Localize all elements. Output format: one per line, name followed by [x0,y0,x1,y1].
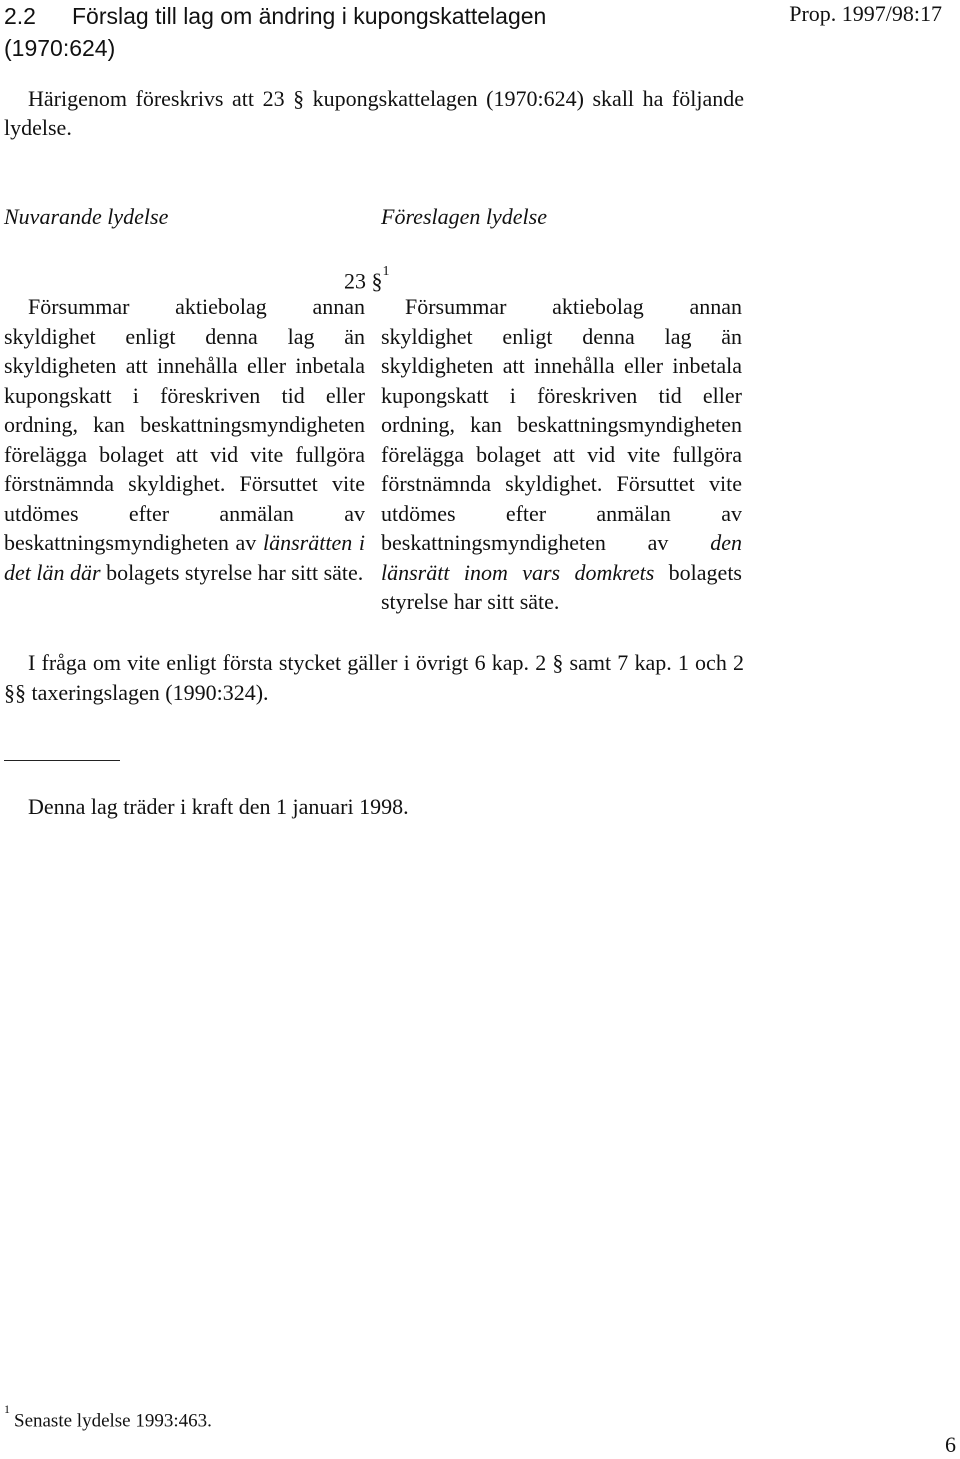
footnote [4,1402,212,1434]
page-number: 6 [945,1432,956,1457]
current-text-main: Försummar aktiebolag annan skyldighet enligt denna lag än skyldigheten att innehålla eller inbetala kupongskatt i föreskriven tid eller ordning, kan beskattningsmyndigheten förelägga bolaget att vid vite fullgöra förstnämnda skyldighet. Försuttet vite utdömes efter anmälan av beskattningsmyndigheten av [4,294,365,555]
intro-paragraph: Härigenom föreskrivs att 23 § kupongskattelagen (1970:624) skall ha följande lydelse. [4,86,744,140]
second-paragraph: I fråga om vite enligt första stycket gäller i övrigt 6 kap. 2 § samt 7 kap. 1 och 2 §§ taxeringslagen (1990:324). [4,650,744,705]
proposed-text-tail: bolagets styrelse har sitt säte. [381,559,742,614]
current-text-italic: länsrätten i det län där [4,530,366,585]
heading-title-line1: Förslag till lag om ändring i kupongskattelagen [72,3,547,29]
footnote-reference: 1 [382,264,390,279]
paragraph-number: 23 § [344,268,383,294]
proposed-text-main: Försummar aktiebolag annan skyldighet enligt denna lag än skyldigheten att innehålla eller inbetala kupongskatt i föreskriven tid eller ordning, kan beskattningsmyndigheten förelägga bolaget att vid vite fullgöra förstnämnda skyldighet. Försuttet vite utdömes efter anmälan av beskattningsmyndigheten av [381,294,742,555]
proposed-version-heading: Föreslagen lydelse [381,204,547,229]
section-number: 2.2 [4,3,36,29]
current-version-heading: Nuvarande lydelse [4,204,169,229]
section-heading [4,0,546,64]
current-text-tail: bolagets styrelse har sitt säte. [106,559,364,585]
effective-date-text: Denna lag träder i kraft den 1 januari 1998. [28,794,409,819]
footnote-text: Senaste lydelse 1993:463. [14,1410,212,1432]
proposed-version-text [381,292,742,617]
proposed-text-italic: den länsrätt inom vars domkrets [381,530,743,585]
footnote-marker: 1 [4,1402,10,1416]
current-version-text [4,292,365,587]
prop-reference: Prop. 1997/98:17 [789,1,942,26]
separator-rule [4,760,120,761]
heading-title-line2: (1970:624) [4,35,116,61]
